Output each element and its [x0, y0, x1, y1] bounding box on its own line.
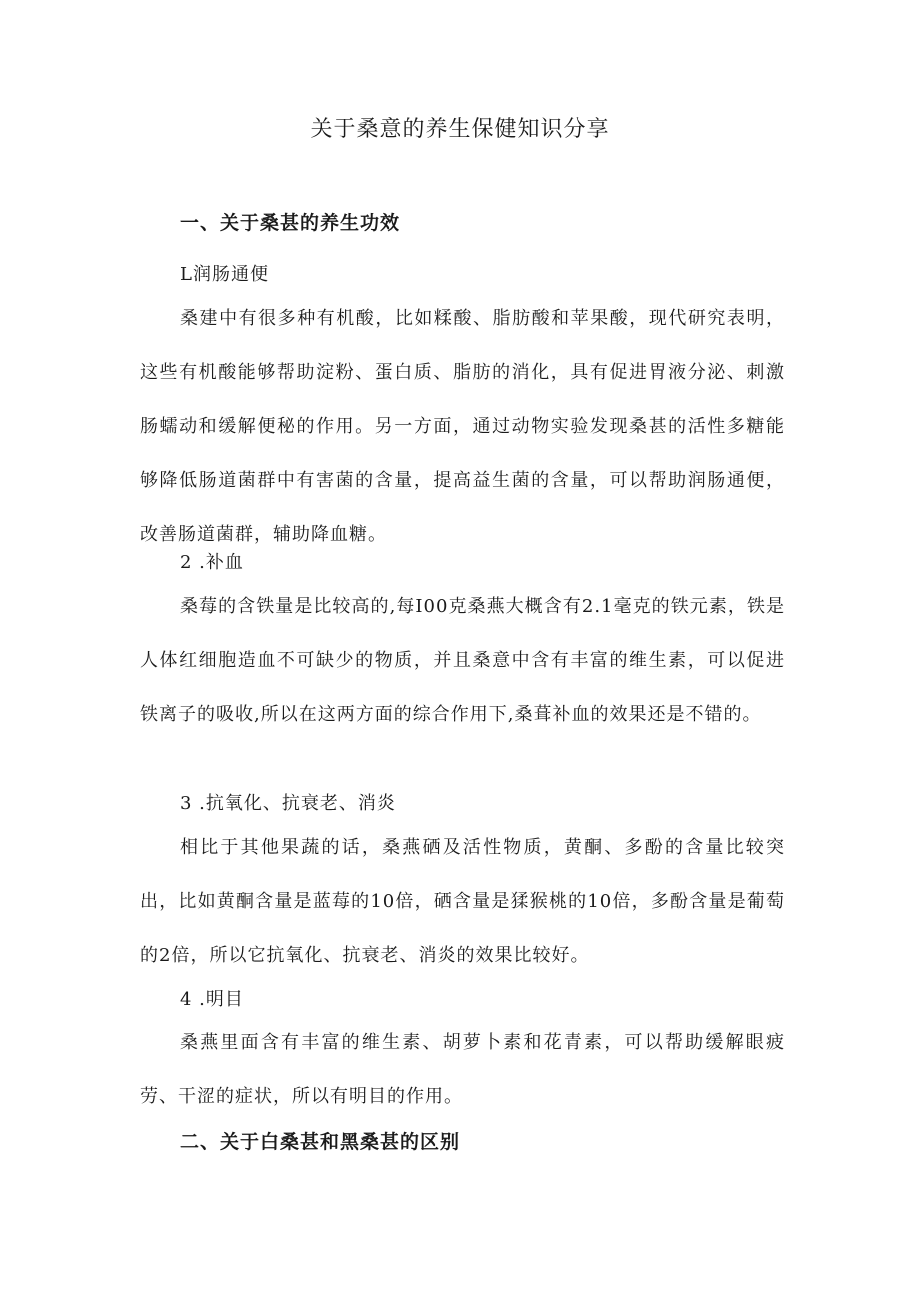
document-title: 关于桑意的养生保健知识分享 — [310, 117, 610, 142]
item-2-paragraph: 桑莓的含铁量是比较高的,每I00克桑燕大概含有2.1毫克的铁元素，铁是人体红细胞造血不可缺少的物质，并且桑意中含有丰富的维生素，可以促进铁离子的吸收,所以在这两方面的综合作用下,桑葺补血的效果还是不错的。 — [140, 596, 785, 725]
item-1-label: L润肠通便 — [180, 264, 269, 285]
section-2-heading: 二、关于白桑甚和黑桑甚的区别 — [180, 1131, 461, 1153]
item-3-paragraph: 相比于其他果蔬的话，桑燕硒及活性物质，黄酮、多酚的含量比较突出，比如黄酮含量是蓝莓的10倍，硒含量是猱猴桃的10倍，多酚含量是葡萄的2倍，所以它抗氧化、抗衰老、消炎的效果比较好。 — [140, 837, 785, 966]
item-4-label: 4 .明目 — [180, 989, 244, 1010]
item-1-paragraph: 桑建中有很多种有机酸，比如糅酸、脂肪酸和苹果酸，现代研究表明，这些有机酸能够帮助淀粉、蛋白质、脂肪的消化，具有促进胃液分泌、刺激肠蠕动和缓解便秘的作用。另一方面，通过动物实验发现桑甚的活性多糖能够降低肠道菌群中有害菌的含量，提高益生菌的含量，可以帮助润肠通便，改善肠道菌群，辅助降血糖。 — [140, 308, 785, 545]
item-2-label: 2 .补血 — [180, 552, 244, 573]
section-1-heading: 一、关于桑甚的养生功效 — [180, 212, 401, 234]
item-4-paragraph: 桑燕里面含有丰富的维生素、胡萝卜素和花青素，可以帮助缓解眼疲劳、干涩的症状，所以有明目的作用。 — [140, 1032, 785, 1107]
item-3-label: 3 .抗氧化、抗衰老、消炎 — [180, 793, 396, 814]
